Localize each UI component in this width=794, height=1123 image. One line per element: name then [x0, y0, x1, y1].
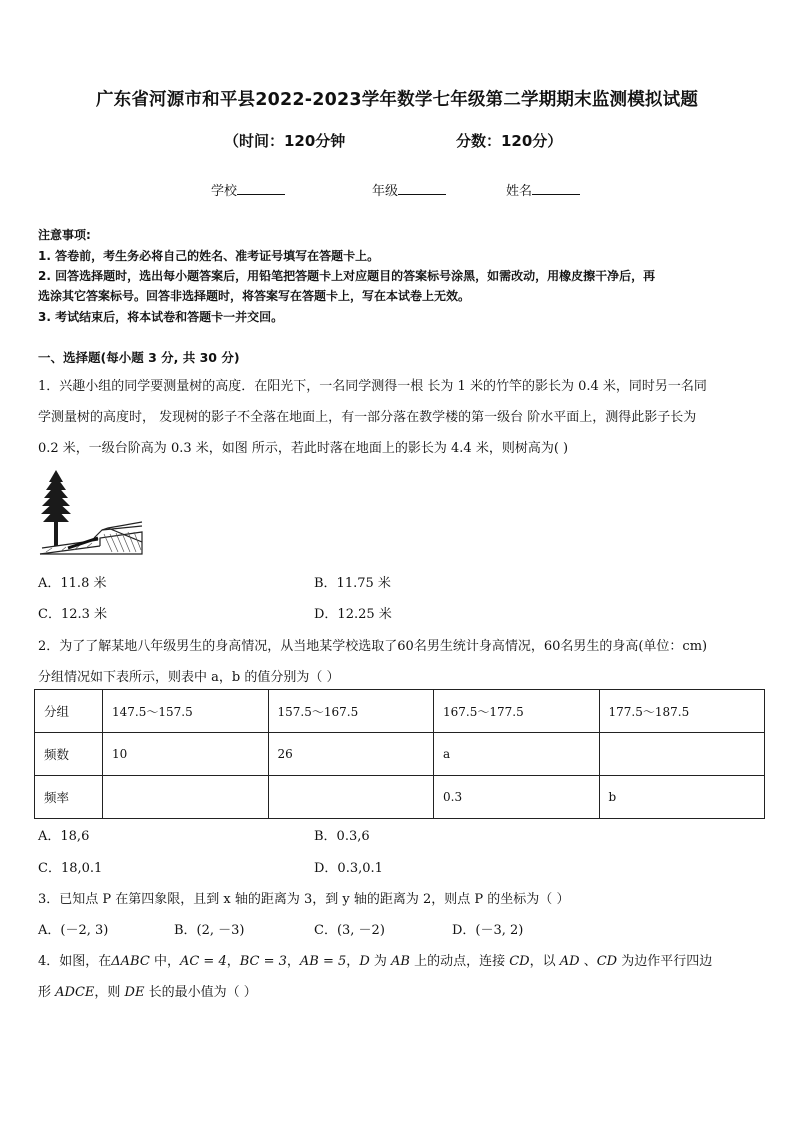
- note-line: 2. 回答选择题时，选出每小题答案后，用铅笔把答题卡上对应题目的答案标号涂黑，如需改动，用橡皮擦干净后，再: [38, 269, 656, 283]
- q1-option-d: D．12.25 米: [314, 607, 392, 622]
- table-cell: a: [434, 733, 600, 776]
- q4-seg: AD: [559, 954, 580, 969]
- q4-seg: 4．如图，在: [38, 954, 112, 969]
- note-line: 选涂其它答案标号。回答非选择题时，将答案写在答题卡上，写在本试卷上无效。: [38, 289, 471, 303]
- q3-option-b: B．(2, －3): [174, 923, 245, 938]
- table-cell: 10: [103, 733, 269, 776]
- q2-option-a: A．18,6: [38, 829, 90, 844]
- table-cell: [599, 733, 765, 776]
- q2-option-c: C．18,0.1: [38, 861, 103, 876]
- table-cell: 167.5～177.5: [434, 690, 600, 733]
- q1-text: 1．兴趣小组的同学要测量树的高度．在阳光下，一名同学测得一根 长为 1 米的竹竿的影长为 0.4 米，同时另一名同: [38, 379, 707, 394]
- table-cell: 分组: [35, 690, 103, 733]
- q4-seg: DE: [124, 985, 145, 1000]
- q4-seg: AC = 4: [179, 954, 227, 969]
- q4-seg: 为边作平行四边: [617, 954, 713, 969]
- table-cell: 频数: [35, 733, 103, 776]
- q4-seg: ADCE: [55, 985, 95, 1000]
- q4-seg: AB = 5: [299, 954, 347, 969]
- page-title: 广东省河源市和平县2022-2023学年数学七年级第二学期期末监测模拟试题: [95, 90, 699, 110]
- grade-label: 年级: [372, 184, 399, 199]
- q4-seg: 形: [38, 985, 56, 1000]
- q2-text: 2．为了了解某地八年级男生的身高情况，从当地某学校选取了60名男生统计身高情况，60名男生的身高(单位：cm): [38, 639, 708, 654]
- q4-seg: BC = 3: [239, 954, 287, 969]
- q4-text: [38, 981, 257, 1000]
- q3-text: 3．已知点 P 在第四象限，且到 x 轴的距离为 3，到 y 轴的距离为 2，则点 P 的坐标为（ ）: [38, 892, 570, 907]
- q2-text: 分组情况如下表所示，则表中 a，b 的值分别为（ ）: [38, 670, 340, 685]
- q1-option-a: A．11.8 米: [38, 576, 107, 591]
- name-field: [506, 180, 580, 199]
- table-cell: [103, 776, 269, 819]
- table-row: [35, 733, 765, 776]
- table-cell: 频率: [35, 776, 103, 819]
- q1-text: 学测量树的高度时， 发现树的影子不全落在地面上，有一部分落在教学楼的第一级台 阶水平面上，测得此影子长为: [38, 410, 697, 425]
- height-frequency-table: [34, 689, 765, 819]
- note-line: 1. 答卷前，考生务必将自己的姓名、准考证号填写在答题卡上。: [38, 249, 380, 263]
- q4-seg: 长的最小值为（ ）: [144, 985, 257, 1000]
- school-blank: [237, 182, 285, 195]
- q4-seg: 、: [579, 954, 597, 969]
- grade-blank: [398, 182, 446, 195]
- school-label: 学校: [211, 184, 238, 199]
- grade-field: [372, 180, 446, 199]
- q4-text: [38, 950, 712, 969]
- q4-seg: 上的动点，连接: [409, 954, 510, 969]
- table-row: [35, 776, 765, 819]
- table-cell: [268, 776, 434, 819]
- section-heading: 一、选择题(每小题 3 分, 共 30 分): [38, 350, 240, 365]
- table-cell: 177.5～187.5: [599, 690, 765, 733]
- q4-seg: ，: [346, 954, 360, 969]
- table-cell: 26: [268, 733, 434, 776]
- q4-seg: ，以: [529, 954, 560, 969]
- q4-seg: ，: [226, 954, 240, 969]
- q4-seg: ΔABC: [111, 954, 150, 969]
- q4-seg: CD: [509, 954, 530, 969]
- q2-option-b: B．0.3,6: [314, 829, 370, 844]
- q4-seg: CD: [596, 954, 618, 969]
- q4-seg: ，: [286, 954, 300, 969]
- time-limit: （时间：120分钟: [224, 132, 346, 150]
- table-cell: 157.5～167.5: [268, 690, 434, 733]
- total-score: 分数：120分）: [456, 132, 563, 150]
- q4-seg: D: [359, 954, 370, 969]
- q1-option-b: B．11.75 米: [314, 576, 391, 591]
- school-field: [211, 180, 285, 199]
- table-cell: 0.3: [434, 776, 600, 819]
- q1-text: 0.2 米，一级台阶高为 0.3 米，如图 所示，若此时落在地面上的影长为 4.4 米，则树高为( ): [38, 441, 569, 456]
- name-blank: [532, 182, 580, 195]
- q3-option-d: D．(－3, 2): [452, 923, 524, 938]
- q1-option-c: C．12.3 米: [38, 607, 108, 622]
- table-cell: 147.5～157.5: [103, 690, 269, 733]
- notes-heading: 注意事项:: [38, 228, 91, 242]
- q2-option-d: D．0.3,0.1: [314, 861, 383, 876]
- table-cell: b: [599, 776, 765, 819]
- tree-stairs-figure: [38, 468, 144, 558]
- q4-seg: AB: [391, 954, 410, 969]
- table-row: [35, 690, 765, 733]
- q4-seg: 为: [369, 954, 392, 969]
- note-line: 3. 考试结束后，将本试卷和答题卡一并交回。: [38, 310, 284, 324]
- q3-option-c: C．(3, －2): [314, 923, 385, 938]
- q4-seg: 中，: [149, 954, 180, 969]
- name-label: 姓名: [506, 184, 533, 199]
- q3-option-a: A．(－2, 3): [38, 923, 109, 938]
- q4-seg: ，则: [94, 985, 125, 1000]
